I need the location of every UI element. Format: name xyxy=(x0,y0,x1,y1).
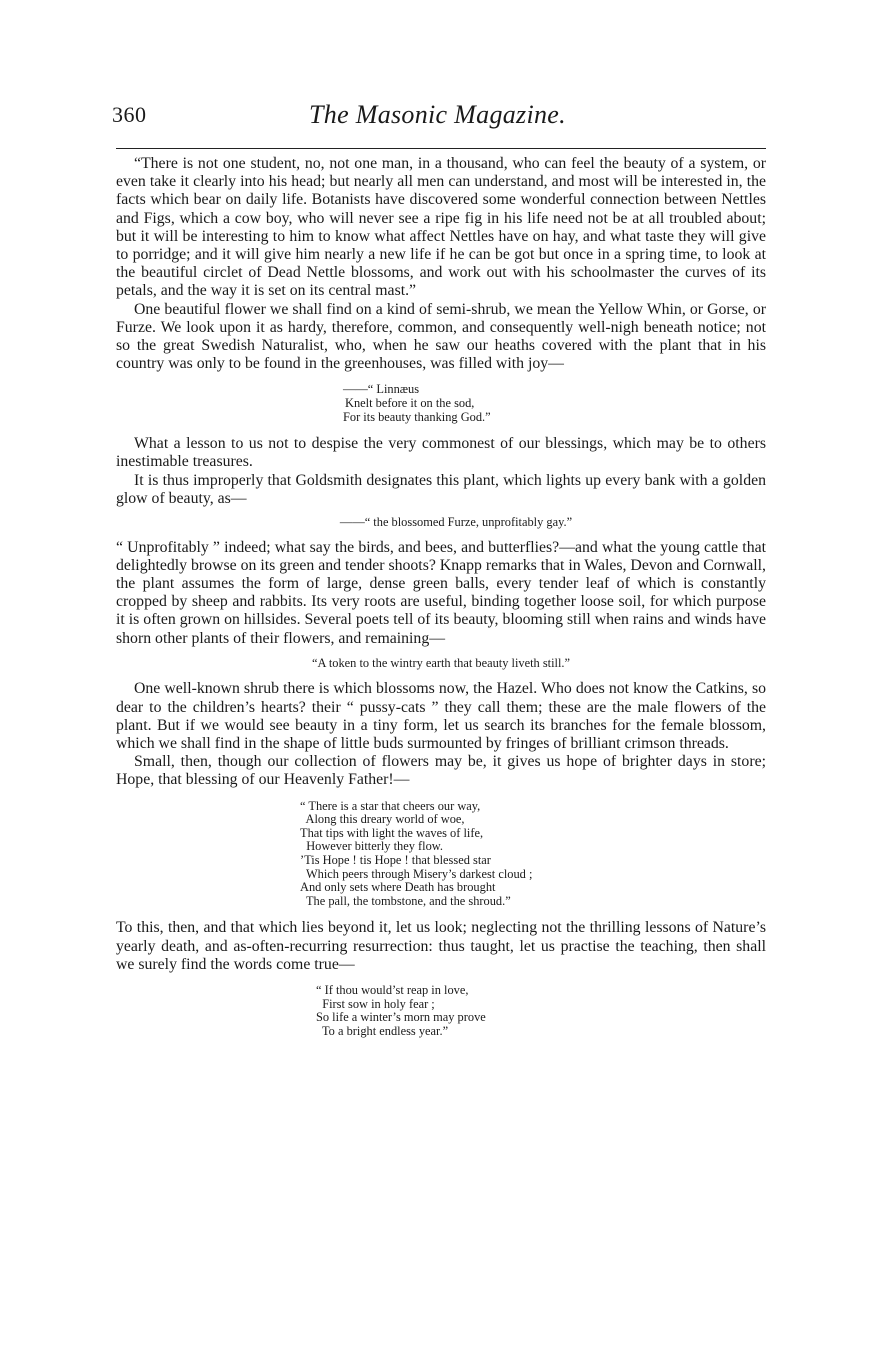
poem-line: Along this dreary world of woe, xyxy=(300,812,465,827)
poem-line: “ If thou would’st reap in love, xyxy=(316,983,469,998)
paragraph-lesson: What a lesson to us not to despise the very commonest of our blessings, which may be to others inestimable treasures. xyxy=(116,435,766,471)
poem-line: To a bright endless year.” xyxy=(316,1023,449,1038)
poem-line: That tips with light the waves of life, xyxy=(300,825,484,840)
header-rule xyxy=(116,148,766,149)
poem-star-of-hope xyxy=(116,800,766,909)
poem-line: And only sets where Death has brought xyxy=(300,880,496,895)
paragraph-hazel: One well-known shrub there is which blossoms now, the Hazel. Who does not know the Catkins, so dear to the children’s hearts? their “ pussy-cats ” they call them; these are the male flowers of the plant. But if we would see beauty in a tiny form, let us search its branches for the female blossom, which we shall find in the shape of little buds surmounted by fringes of brilliant crimson threads. xyxy=(116,680,766,753)
running-title: The Masonic Magazine. xyxy=(309,100,566,129)
article-body xyxy=(116,155,766,1049)
page-number: 360 xyxy=(112,102,147,127)
poem-line: Knelt before it on the sod, xyxy=(345,396,475,411)
quote-wintry-earth xyxy=(116,657,766,671)
quote-blossomed-furze xyxy=(116,516,766,530)
paragraph-goldsmith: It is thus improperly that Goldsmith designates this plant, which lights up every bank with a golden glow of beauty, as— xyxy=(116,471,766,507)
poem-line: ’Tis Hope ! tis Hope ! that blessed star xyxy=(300,853,491,868)
poem-line: For its beauty thanking God.” xyxy=(343,409,491,424)
poem-line: So life a winter’s morn may prove xyxy=(316,1010,486,1025)
quote-line: ——“ the blossomed Furze, unprofitably gay.” xyxy=(339,515,573,530)
paragraph-conclusion: To this, then, and that which lies beyond it, let us look; neglecting not the thrilling lessons of Nature’s yearly death, and as-often-recurring resurrection: thus taught, let us practise the teaching, then shall we surely find the words come true— xyxy=(116,919,766,973)
poem-line: However bitterly they flow. xyxy=(300,839,444,854)
poem-linnaeus xyxy=(116,383,766,424)
poem-line: ——“ Linnæus xyxy=(343,382,420,397)
poem-line: The pall, the tombstone, and the shroud.” xyxy=(300,893,511,908)
poem-line: “ There is a star that cheers our way, xyxy=(300,798,481,813)
paragraph-furze: One beautiful flower we shall find on a kind of semi-shrub, we mean the Yellow Whin, or Gorse, or Furze. We look upon it as hardy, therefore, common, and consequently well-nigh beneath notice; not so the great Swedish Naturalist, who, when he saw our heaths covered with the plant that in his country was only to be found in the greenhouses, was filled with joy— xyxy=(116,300,766,373)
paragraph-unprofitably: “ Unprofitably ” indeed; what say the birds, and bees, and butterflies?—and what the young cattle that delightedly browse on its green and tender shoots? Knapp remarks that in Wales, Devon and Cornwall, the plant assumes the form of large, dense green balls, every tender leaf of which is constantly cropped by sheep and rabbits. Its very roots are useful, binding together loose soil, for which purpose it is often grown on hillsides. Several poets tell of its beauty, blooming still when rains and winds have shorn other plants of their flowers, and remaining— xyxy=(116,538,766,647)
poem-reap-in-love xyxy=(116,984,766,1038)
poem-line: Which peers through Misery’s darkest cloud ; xyxy=(300,866,533,881)
paragraph-hope: Small, then, though our collection of flowers may be, it gives us hope of brighter days in store; Hope, that blessing of our Heavenly Father!— xyxy=(116,753,766,789)
paragraph-ruskin-quote: “There is not one student, no, not one man, in a thousand, who can feel the beauty of a system, or even take it clearly into his head; but nearly all men can understand, and most will be interested in, the facts which bear on daily life. Botanists have discovered some wonderful connection between Nettles and Figs, which a cow boy, who will never see a ripe fig in his life need not be at all troubled about; but it will be interesting to him to know what affect Nettles have on hay, and what taste they will give to porridge; and it will give him nearly a new life if he can be got but once in a spring time, to look at the beautiful circlet of Dead Nettle blossoms, and work out with his schoolmaster the curves of its petals, and the way it is set on its central mast.” xyxy=(116,155,766,300)
quote-line: “A token to the wintry earth that beauty liveth still.” xyxy=(311,655,571,670)
poem-line: First sow in holy fear ; xyxy=(316,996,435,1011)
